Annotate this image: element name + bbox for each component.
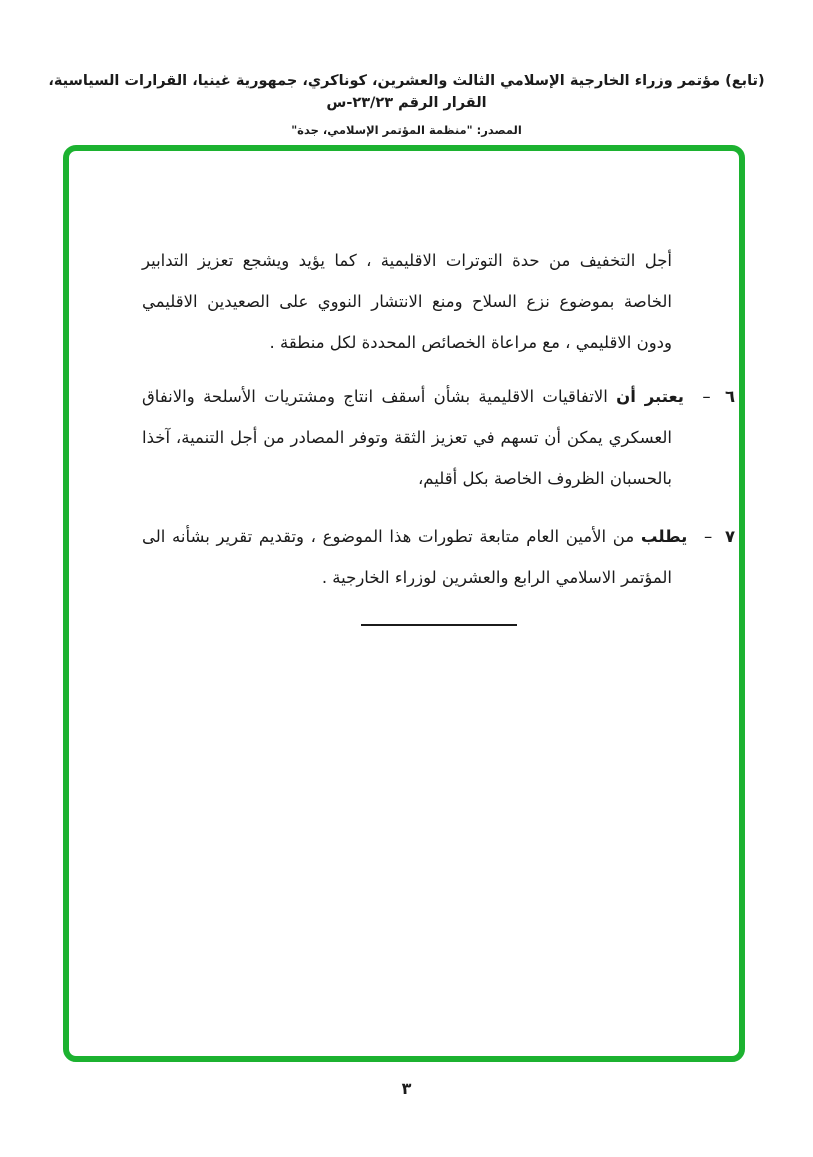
item-text: من الأمين العام متابعة تطورات هذا الموضوع ، وتقديم تقرير بشأنه الى المؤتمر الاسلامي الرابع والعشرين لوزراء الخارجية . xyxy=(142,526,672,587)
resolution-item-7 xyxy=(142,516,735,598)
document-body xyxy=(142,240,735,626)
item-text: الاتفاقيات الاقليمية بشأن أسقف انتاج ومشتريات الأسلحة والانفاق العسكري يمكن أن تسهم في تعزيز الثقة وتوفر المصادر من أجل التنمية، آخذا بالحسبان الظروف الخاصة بكل أقليم، xyxy=(142,387,672,488)
item-number: ٦ xyxy=(724,387,736,406)
continuation-paragraph: أجل التخفيف من حدة التوترات الاقليمية ، كما يؤيد ويشجع تعزيز التدابير الخاصة بموضوع نزع السلاح ومنع الانتشار النووي على الصعيدين الاقليمي ودون الاقليمي ، مع مراعاة الخصائص المحددة لكل منطقة . xyxy=(142,251,672,352)
item-lead-word: يعتبر أن xyxy=(616,387,684,406)
header-title: (تابع) مؤتمر وزراء الخارجية الإسلامي الثالث والعشرين، كوناكري، جمهورية غينيا، القرارات السياسية، القرار الرقم ٢٣/٢٣-س xyxy=(48,73,765,111)
item-separator: – xyxy=(704,526,713,546)
header-source: المصدر: "منظمة المؤتمر الإسلامي، جدة" xyxy=(291,123,522,137)
item-number: ٧ xyxy=(724,526,736,546)
resolution-item-6 xyxy=(142,376,735,499)
page-number: ٣ xyxy=(401,1079,412,1098)
document-header xyxy=(0,70,813,137)
section-divider xyxy=(361,624,517,626)
item-separator: – xyxy=(702,387,711,406)
item-lead-word: يطلب xyxy=(640,526,688,546)
